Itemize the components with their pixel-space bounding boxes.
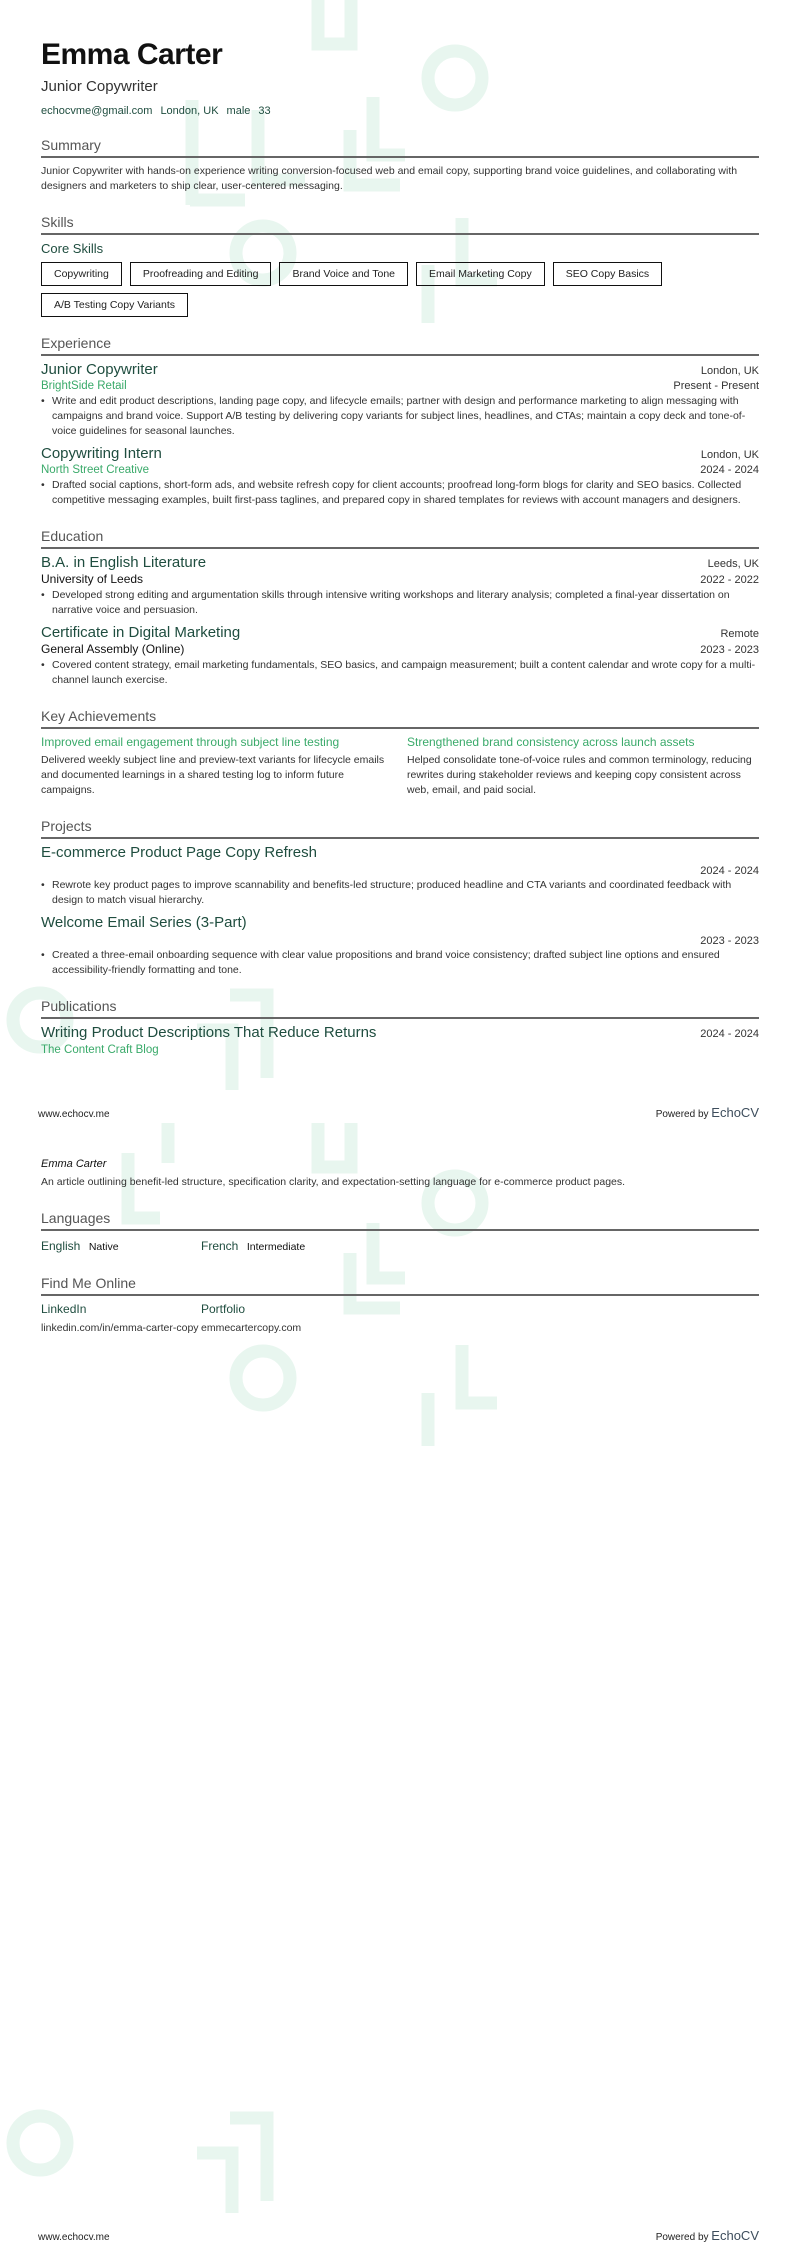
publication-author: Emma Carter [41,1158,107,1170]
section-education-title: Education [41,528,759,549]
footer-site-link[interactable]: www.echocv.me [38,1109,110,1120]
online-label: LinkedIn [41,1302,87,1316]
language-item [201,1237,759,1255]
achievement-title: Strengthened brand consistency across launch assets [407,735,695,749]
experience-location: London, UK [700,365,759,377]
education-school: University of Leeds [41,572,144,586]
project-entry [41,914,759,978]
online-item [201,1302,759,1336]
contact-location: London, UK [160,105,219,117]
contact-line [41,105,759,117]
experience-role: Copywriting Intern [41,445,162,462]
education-bullet: • Covered content strategy, email marketing fundamentals, SEO basics, and campaign measurement; built a content calendar and wrote copy for a multi-channel launch exercise. [41,658,759,688]
project-dates: 2023 - 2023 [700,935,759,947]
education-dates: 2023 - 2023 [700,644,759,656]
education-dates: 2022 - 2022 [700,574,759,586]
achievement-text: Delivered weekly subject line and preview-text variants for lifecycle emails and documented learnings in a shared testing log to inform future campaigns. [41,754,385,796]
page-footer [38,1105,759,1120]
publication-dates: 2024 - 2024 [700,1028,759,1040]
experience-dates: Present - Present [673,380,759,392]
achievement-title: Improved email engagement through subject line testing [41,735,340,749]
section-online-title: Find Me Online [41,1275,759,1296]
experience-dates: 2024 - 2024 [700,464,759,476]
language-name: French [201,1239,239,1253]
education-location: Leeds, UK [707,558,759,570]
education-degree: B.A. in English Literature [41,554,207,571]
skill-chips [41,262,759,317]
section-experience-title: Experience [41,335,759,356]
project-title: Welcome Email Series (3-Part) [41,914,247,931]
footer-powered-label: Powered by [655,2232,709,2243]
skill-chip: A/B Testing Copy Variants [41,293,188,317]
experience-bullet: • Drafted social captions, short-form ads, and website refresh copy for client accounts; proofread long-form blogs for clarity and SEO basics. Collected competitive messaging examples, built first-pass taglines, and prepared copy in shared templates for reviews with account managers and designers. [41,478,759,508]
online-item [41,1302,201,1336]
candidate-title: Junior Copywriter [41,78,158,95]
education-location: Remote [720,628,759,640]
contact-gender: male [226,105,251,117]
language-level: Native [88,1241,119,1253]
experience-role: Junior Copywriter [41,361,158,378]
section-summary-title: Summary [41,137,759,158]
education-school: General Assembly (Online) [41,642,185,656]
section-languages-title: Languages [41,1210,759,1231]
project-title: E-commerce Product Page Copy Refresh [41,844,317,861]
experience-entry [41,445,759,508]
experience-bullet: • Write and edit product descriptions, landing page copy, and lifecycle emails; partner with design and performance marketing to align messaging with campaigns and brand voice. Support A/B testing by delivering copy variants for subject lines, headlines, and CTAs; maintain a copy deck and tone-of-voice guidelines for seasonal launches. [41,394,759,439]
project-bullet: • Created a three-email onboarding sequence with clear value propositions and brand voice consistency; drafted subject line options and ensured accessibility-friendly formatting and tone. [41,948,759,978]
online-label: Portfolio [201,1302,246,1316]
footer-brand-logo[interactable]: EchoCV [711,1105,759,1120]
section-projects-title: Projects [41,818,759,839]
achievement-item [407,735,759,798]
achievement-item [41,735,393,798]
language-name: English [41,1239,81,1253]
education-bullet: • Developed strong editing and argumentation skills through intensive writing workshops and literary analysis; completed a final-year dissertation on narrative voice and persuasion. [41,588,759,618]
languages-list [41,1237,759,1255]
resume-page-2 [0,1123,794,2246]
achievements-grid [41,735,759,798]
online-link[interactable]: linkedin.com/in/emma-carter-copy [41,1322,199,1334]
language-item [41,1237,201,1255]
education-entry [41,554,759,618]
project-dates: 2024 - 2024 [700,865,759,877]
resume-body-continued [41,1158,759,1336]
footer-powered-label: Powered by [655,1109,709,1120]
skill-chip: Email Marketing Copy [416,262,545,286]
section-skills-title: Skills [41,214,759,235]
online-link[interactable]: emmecartercopy.com [201,1322,302,1334]
online-links [41,1302,759,1336]
experience-company: BrightSide Retail [41,380,127,392]
publication-entry [41,1024,759,1056]
education-entry [41,624,759,688]
project-bullet: • Rewrote key product pages to improve scannability and benefits-led structure; produced headline and CTA variants and coordinated feedback with design to match visual hierarchy. [41,878,759,908]
education-degree: Certificate in Digital Marketing [41,624,241,641]
resume-body [41,38,759,1056]
candidate-name: Emma Carter [41,38,223,71]
page-footer [38,2228,759,2243]
experience-company: North Street Creative [41,464,150,476]
skill-chip: Proofreading and Editing [130,262,272,286]
section-publications-title: Publications [41,998,759,1019]
publication-title: Writing Product Descriptions That Reduce Returns [41,1024,377,1041]
project-entry [41,844,759,908]
skill-chip: Copywriting [41,262,122,286]
footer-brand-logo[interactable]: EchoCV [711,2228,759,2243]
language-level: Intermediate [246,1241,306,1253]
footer-site-link[interactable]: www.echocv.me [38,2232,110,2243]
skill-chip: SEO Copy Basics [553,262,662,286]
publication-publisher: The Content Craft Blog [41,1044,159,1056]
experience-location: London, UK [700,449,759,461]
contact-age: 33 [258,105,271,117]
skill-group-title: Core Skills [41,241,104,256]
summary-text: Junior Copywriter with hands-on experience writing conversion-focused web and email copy, supporting brand voice guidelines, and collaborating with designers and marketers to ship clear, user-centered messaging. [41,165,738,192]
skill-chip: Brand Voice and Tone [279,262,408,286]
section-achievements-title: Key Achievements [41,708,759,729]
publication-description: An article outlining benefit-led structure, specification clarity, and expectation-setting language for e-commerce product pages. [41,1176,626,1188]
achievement-text: Helped consolidate tone-of-voice rules and common terminology, reducing rewrites during stakeholder reviews and keeping copy consistent across web, email, and paid social. [407,754,752,796]
contact-email[interactable]: echocvme@gmail.com [41,105,153,117]
experience-entry [41,361,759,439]
